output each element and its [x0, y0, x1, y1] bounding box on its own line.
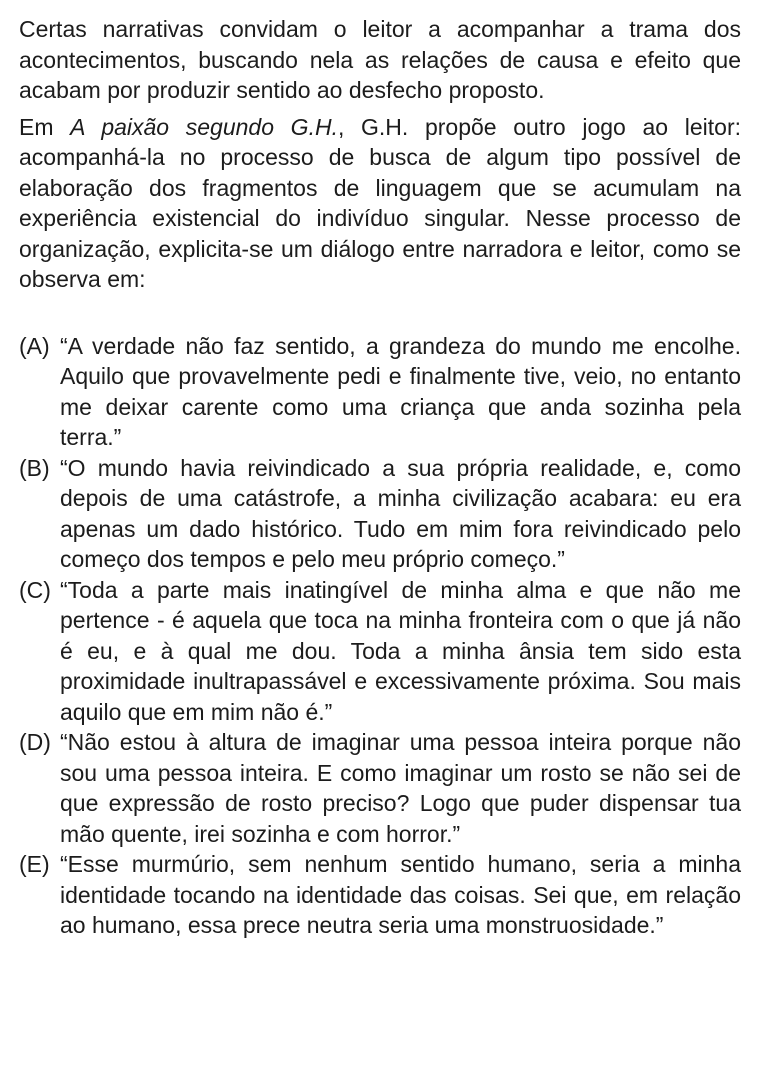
question-document: [19, 14, 741, 941]
option-a[interactable]: [19, 331, 741, 453]
option-text: “O mundo havia reivindicado a sua própria realidade, e, como depois de uma catástrofe, a minha civilização acabara: eu era apenas um dado histórico. Tudo em mim fora reivindicado pelo começo dos tempos e pelo meu próprio começo.”: [60, 454, 741, 572]
option-letter: (B): [19, 454, 50, 481]
option-letter: (A): [19, 332, 50, 359]
option-letter: (D): [19, 729, 51, 755]
option-e[interactable]: [19, 849, 741, 941]
intro-paragraph-2-prefix: Em: [19, 113, 71, 140]
intro-paragraph-1: Certas narrativas convidam o leitor a acompanhar a trama dos acontecimentos, buscando nela as relações de causa e efeito que acabam por produzir sentido ao desfecho proposto.: [19, 16, 741, 103]
option-text: “Não estou à altura de imaginar uma pessoa inteira porque não sou uma pessoa inteira. E como imaginar um rosto se não sei de que expressão de rosto preciso? Logo que puder dispensar tua mão quente, irei sozinha e com horror.”: [60, 729, 741, 847]
book-title: A paixão segundo G.H.: [70, 113, 338, 140]
option-text: “Toda a parte mais inatingível de minha alma e que não me pertence - é aquela que toca na minha fronteira com o que já não é eu, e à qual me dou. Toda a minha ânsia tem sido esta proximidade inultrapassável e excessivamente próxima. Sou mais aquilo que em mim não é.”: [60, 576, 741, 725]
intro-paragraph-2: [19, 112, 741, 295]
option-text: “A verdade não faz sentido, a grandeza do mundo me encolhe. Aquilo que provavelmente pedi e finalmente tive, veio, no entanto me deixar carente como uma criança que anda sozinha pela terra.”: [60, 332, 741, 450]
option-c[interactable]: [19, 575, 741, 728]
option-text: “Esse murmúrio, sem nenhum sentido humano, seria a minha identidade tocando na identidade das coisas. Sei que, em relação ao humano, essa prece neutra seria uma monstruosidade.”: [60, 851, 741, 938]
answer-options: [19, 331, 741, 941]
option-d[interactable]: [19, 727, 741, 849]
option-letter: (C): [19, 576, 51, 603]
intro-paragraph-2-rest: , G.H. propõe outro jogo ao leitor: acompanhá-la no processo de busca de algum tipo possível de elaboração dos fragmentos de linguagem que se acumulam na experiência existencial do indivíduo singular. Nesse processo de organização, explicita-se um diálogo entre narradora e leitor, como se observa em:: [19, 113, 741, 292]
option-b[interactable]: [19, 453, 741, 575]
option-letter: (E): [19, 851, 50, 877]
